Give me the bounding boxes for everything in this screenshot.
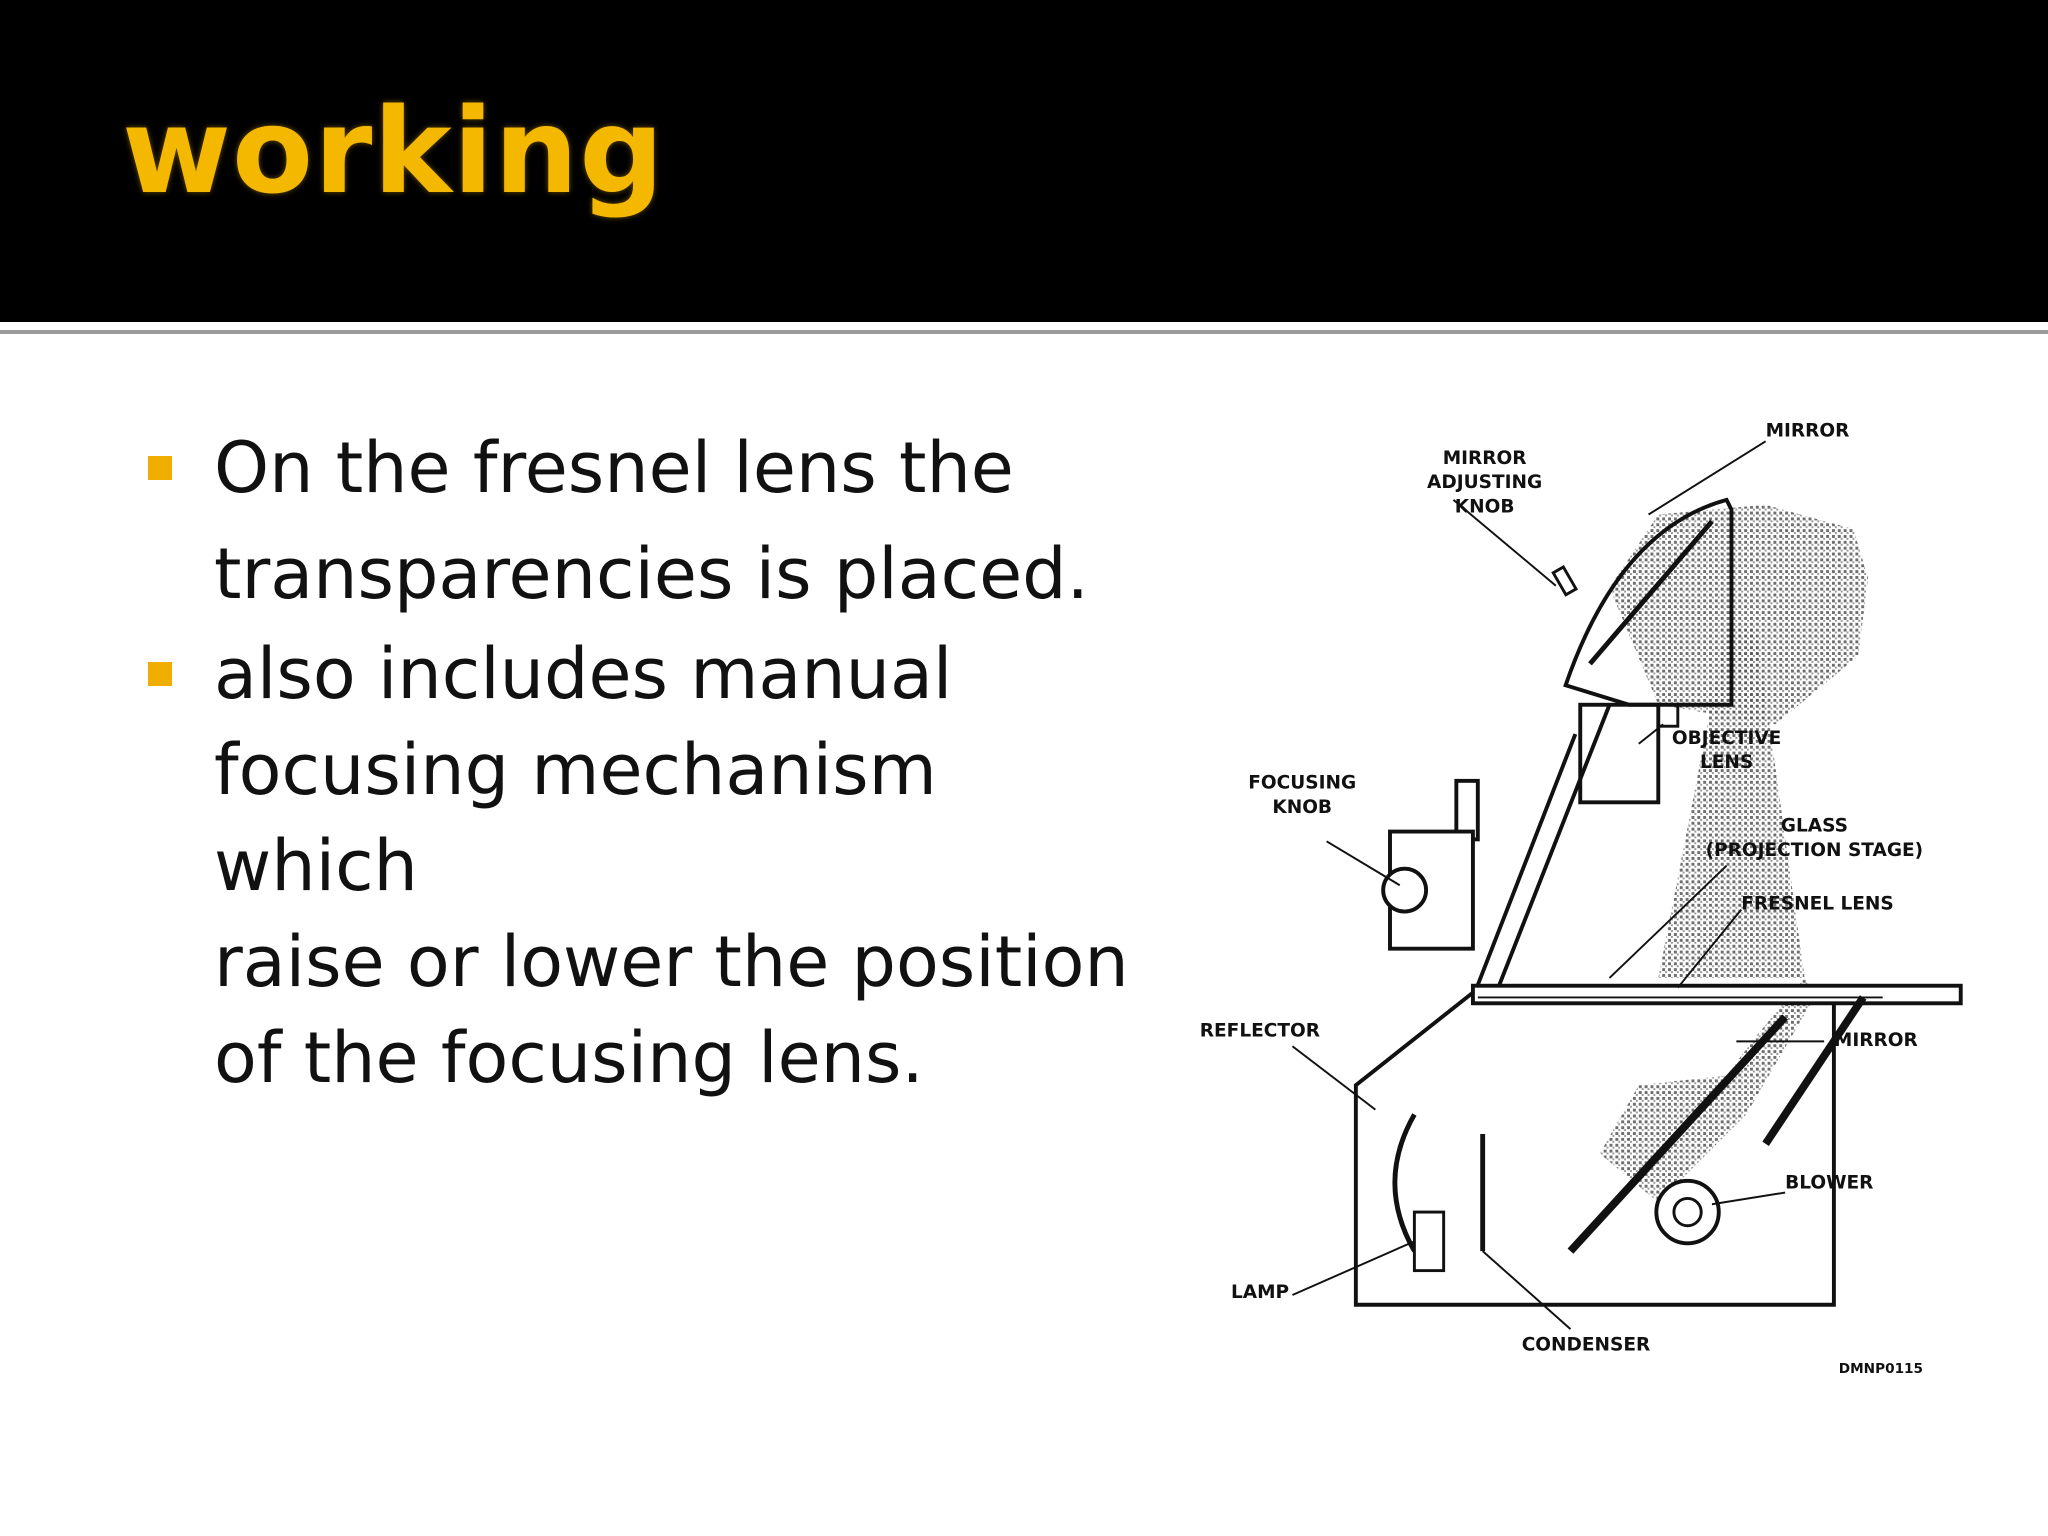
slide-title: working [122,82,665,220]
header-divider-white [0,322,2048,330]
label-code: DMNP0115 [1838,1361,1924,1378]
label-mirror-adjusting-knob: MIRROR [1442,447,1527,469]
lower-beam [1600,978,1815,1202]
label-mirror-adjusting-knob: KNOB [1454,496,1515,518]
bullet-item [140,626,1160,1106]
bullet-square-icon [148,456,172,480]
support-arm [1494,705,1609,998]
bullet-line: of the focusing lens. [214,1017,924,1099]
label-mirror-adjusting-knob: ADJUSTING [1427,472,1543,494]
bullet-line: focusing mechanism which [214,729,937,907]
bullet-square-icon [148,662,172,686]
label-glass: GLASS [1780,815,1848,837]
label-focusing-knob: FOCUSING [1248,772,1357,794]
label-mirror-bottom: MIRROR [1833,1030,1918,1052]
label-glass: (PROJECTION STAGE) [1705,839,1924,861]
bullet-line: raise or lower the position [214,921,1129,1003]
blower-part [1656,1181,1718,1243]
title-bar [0,0,2048,322]
label-objective-lens: LENS [1699,752,1754,774]
overhead-projector-diagram [1190,400,1990,1390]
label-focusing-knob: KNOB [1272,797,1333,819]
bullet-line: transparencies is placed. [214,533,1089,615]
bullet-line: also includes manual [214,633,953,715]
focusing-knob-part [1383,869,1426,912]
objective-lens-part [1658,705,1678,726]
label-blower: BLOWER [1785,1172,1874,1194]
projection-stage [1473,986,1961,1004]
label-objective-lens: OBJECTIVE [1671,727,1782,749]
bullet-line: On the fresnel lens the [214,427,1014,509]
label-fresnel-lens: FRESNEL LENS [1741,893,1894,915]
reflector-part [1395,1115,1415,1252]
support-arm-2 [1473,734,1575,997]
bullet-list [140,420,1160,1106]
header-divider-gray [0,330,2048,334]
projector-drawing [1190,400,1990,1390]
label-reflector: REFLECTOR [1199,1020,1320,1042]
lamp-part [1414,1212,1443,1271]
label-lamp: LAMP [1230,1281,1290,1303]
bullet-item [140,420,1160,622]
label-mirror-top: MIRROR [1765,420,1850,442]
label-condenser: CONDENSER [1521,1334,1651,1356]
adjusting-knob-part [1553,567,1576,595]
